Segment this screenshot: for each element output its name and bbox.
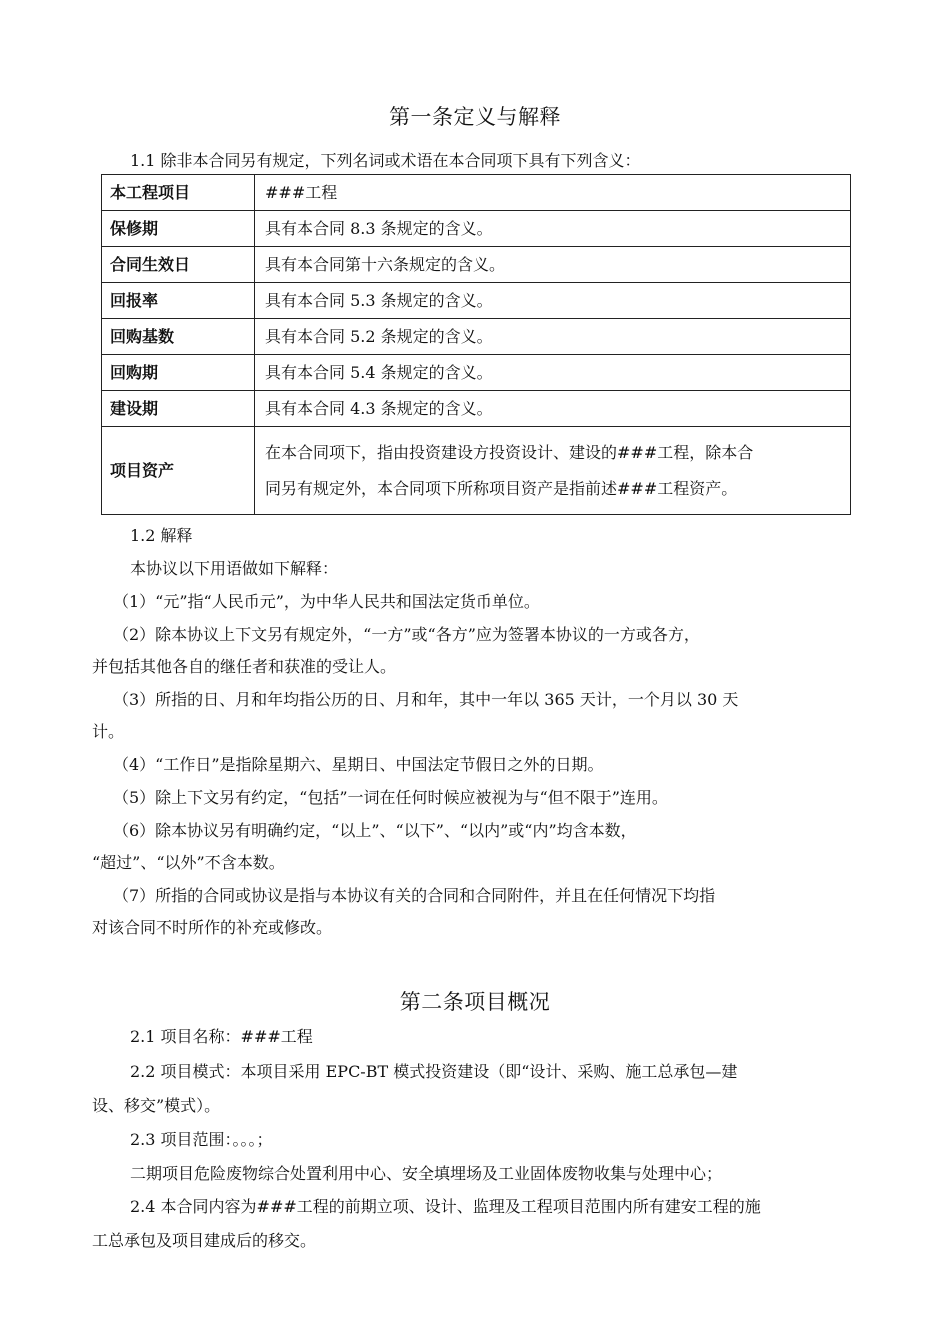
definition-meaning xyxy=(255,427,851,515)
list-item: （1）“元”指“人民币元”，为中华人民共和国法定货币单位。 xyxy=(113,592,540,611)
paragraph: 2.1 项目名称：###工程 xyxy=(130,1027,313,1046)
definition-term: 合同生效日 xyxy=(102,247,255,283)
paragraph-continuation: 设、移交”模式）。 xyxy=(92,1096,221,1115)
definition-meaning-line: 在本合同项下，指由投资建设方投资设计、建设的###工程，除本合 xyxy=(265,442,754,462)
definition-term: 回购期 xyxy=(102,355,255,391)
list-item-continuation: 对该合同不时所作的补充或修改。 xyxy=(92,918,333,937)
interpretation-title: 1.2 解释 xyxy=(130,526,193,545)
definition-meaning: 具有本合同 8.3 条规定的含义。 xyxy=(255,211,851,247)
paragraph: 2.3 项目范围：。。。； xyxy=(130,1130,273,1149)
definition-term: 保修期 xyxy=(102,211,255,247)
list-item: （3）所指的日、月和年均指公历的日、月和年，其中一年以 365 天计，一个月以 30 天 xyxy=(113,690,739,709)
definition-term: 本工程项目 xyxy=(102,175,255,211)
definition-term: 建设期 xyxy=(102,391,255,427)
definition-term: 回购基数 xyxy=(102,319,255,355)
list-item: （7）所指的合同或协议是指与本协议有关的合同和合同附件，并且在任何情况下均指 xyxy=(113,886,716,905)
definitions-intro: 1.1 除非本合同另有规定，下列名词或术语在本合同项下具有下列含义： xyxy=(130,151,641,170)
table-row xyxy=(102,247,851,283)
list-item-continuation: 计。 xyxy=(92,722,125,741)
definitions-table xyxy=(101,174,851,515)
list-item: （5）除上下文另有约定，“包括”一词在任何时候应被视为与“但不限于”连用。 xyxy=(113,788,668,807)
definition-meaning: 具有本合同 5.2 条规定的含义。 xyxy=(255,319,851,355)
table-row xyxy=(102,283,851,319)
definition-meaning: 具有本合同 5.3 条规定的含义。 xyxy=(255,283,851,319)
definition-meaning: 具有本合同 4.3 条规定的含义。 xyxy=(255,391,851,427)
definition-meaning: 具有本合同第十六条规定的含义。 xyxy=(255,247,851,283)
list-item: （4）“工作日”是指除星期六、星期日、中国法定节假日之外的日期。 xyxy=(113,755,604,774)
definition-meaning: 具有本合同 5.4 条规定的含义。 xyxy=(255,355,851,391)
table-row xyxy=(102,319,851,355)
list-item: （2）除本协议上下文另有规定外，“一方”或“各方”应为签署本协议的一方或各方， xyxy=(113,625,700,644)
list-item-continuation: “超过”、“以外”不含本数。 xyxy=(92,853,285,872)
interpretation-intro: 本协议以下用语做如下解释： xyxy=(130,559,339,578)
paragraph: 二期项目危险废物综合处置利用中心、安全填埋场及工业固体废物收集与处理中心； xyxy=(130,1164,723,1183)
paragraph-continuation: 工总承包及项目建成后的移交。 xyxy=(92,1231,317,1250)
list-item: （6）除本协议另有明确约定，“以上”、“以下”、“以内”或“内”均含本数， xyxy=(113,821,637,840)
list-item-continuation: 并包括其他各自的继任者和获准的受让人。 xyxy=(92,657,397,676)
table-row xyxy=(102,355,851,391)
paragraph: 2.4 本合同内容为###工程的前期立项、设计、监理及工程项目范围内所有建安工程的施 xyxy=(130,1197,761,1216)
section-1-title: 第一条定义与解释 xyxy=(389,105,561,129)
table-row xyxy=(102,175,851,211)
definition-term: 项目资产 xyxy=(102,427,255,515)
definition-meaning: ###工程 xyxy=(255,175,851,211)
paragraph: 2.2 项目模式：本项目采用 EPC-BT 模式投资建设（即“设计、采购、施工总承包—建 xyxy=(130,1062,738,1081)
definition-term: 回报率 xyxy=(102,283,255,319)
table-row xyxy=(102,211,851,247)
table-row xyxy=(102,391,851,427)
section-2-title: 第二条项目概况 xyxy=(399,990,551,1014)
table-row xyxy=(102,427,851,515)
definition-meaning-line: 同另有规定外，本合同项下所称项目资产是指前述###工程资产。 xyxy=(265,478,738,498)
